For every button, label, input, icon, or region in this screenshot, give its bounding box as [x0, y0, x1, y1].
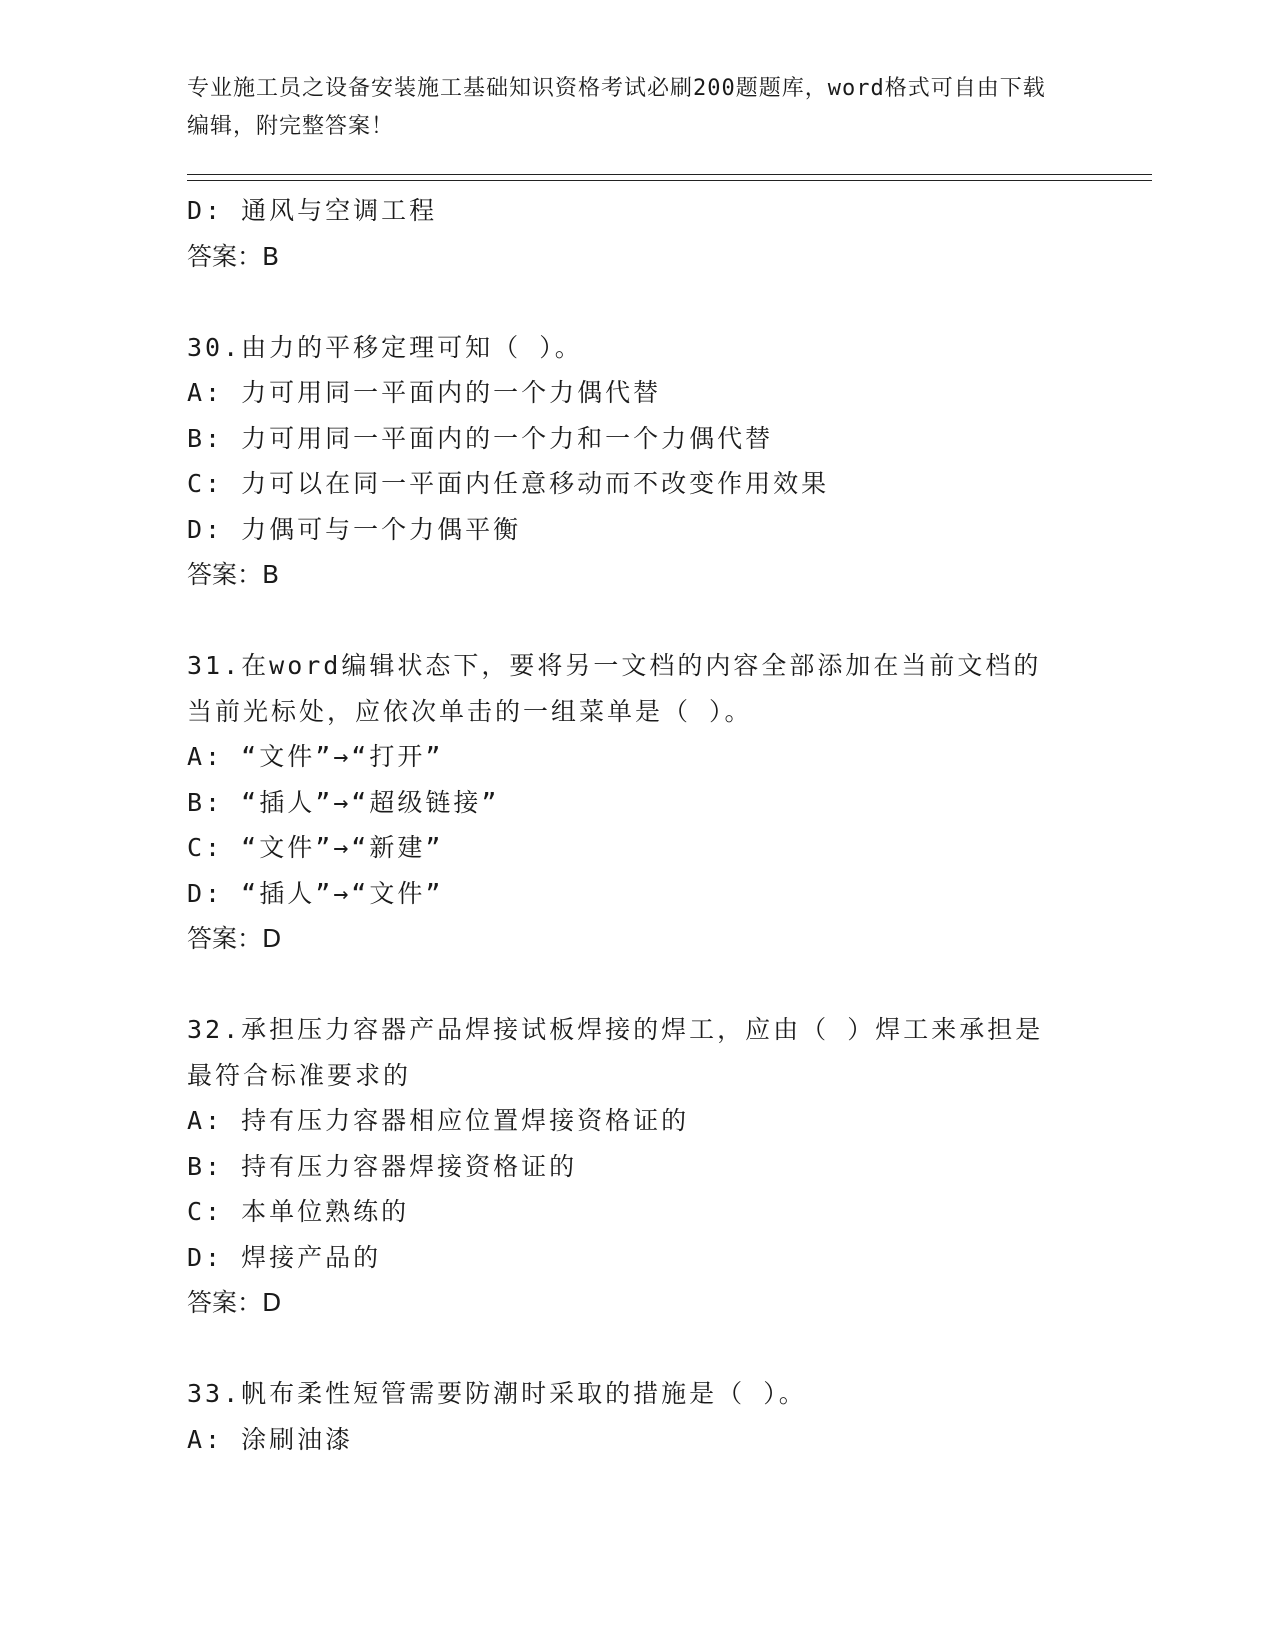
answer-line: 答案：B	[187, 241, 280, 271]
question-text: 30.由力的平移定理可知（ ）。	[187, 332, 583, 362]
question-text: 33.帆布柔性短管需要防潮时采取的措施是（ ）。	[187, 1379, 807, 1408]
spacer	[187, 598, 1087, 644]
option-line: B: “插人”→“超级链接”	[187, 787, 500, 817]
option-line: A: “文件”→“打开”	[187, 742, 444, 771]
question-text: 32.承担压力容器产品焊接试板焊接的焊工，应由（ ）焊工来承担是	[187, 1015, 1044, 1044]
question-list	[187, 188, 1087, 1462]
question-text: 当前光标处，应依次单击的一组菜单是（ ）。	[187, 696, 753, 726]
header-rule-top	[187, 174, 1152, 175]
option-line: D: 力偶可与一个力偶平衡	[187, 514, 522, 544]
header-rule-bottom	[187, 180, 1152, 181]
option-line: D: 焊接产品的	[187, 1242, 382, 1272]
question-text: 最符合标准要求的	[187, 1060, 412, 1090]
option-line: B: 力可用同一平面内的一个力和一个力偶代替	[187, 423, 774, 453]
spacer	[187, 1326, 1087, 1372]
question-text: 31.在word编辑状态下，要将另一文档的内容全部添加在当前文档的	[187, 651, 1042, 680]
option-line: D: 通风与空调工程	[187, 196, 438, 225]
option-line: D: “插人”→“文件”	[187, 878, 444, 908]
option-line: A: 力可用同一平面内的一个力偶代替	[187, 378, 662, 407]
spacer	[187, 962, 1087, 1008]
option-line: A: 持有压力容器相应位置焊接资格证的	[187, 1106, 690, 1135]
answer-line: 答案：D	[187, 1288, 282, 1317]
spacer	[187, 279, 1087, 325]
option-line: C: “文件”→“新建”	[187, 833, 444, 862]
page-header: 专业施工员之设备安装施工基础知识资格考试必刷200题题库，word格式可自由下载编辑，附完整答案！	[187, 76, 1046, 139]
answer-line: 答案：B	[187, 560, 280, 589]
option-line: B: 持有压力容器焊接资格证的	[187, 1151, 578, 1181]
option-line: A: 涂刷油漆	[187, 1424, 354, 1454]
option-line: C: 力可以在同一平面内任意移动而不改变作用效果	[187, 469, 830, 498]
answer-line: 答案：D	[187, 924, 282, 953]
option-line: C: 本单位熟练的	[187, 1197, 410, 1226]
